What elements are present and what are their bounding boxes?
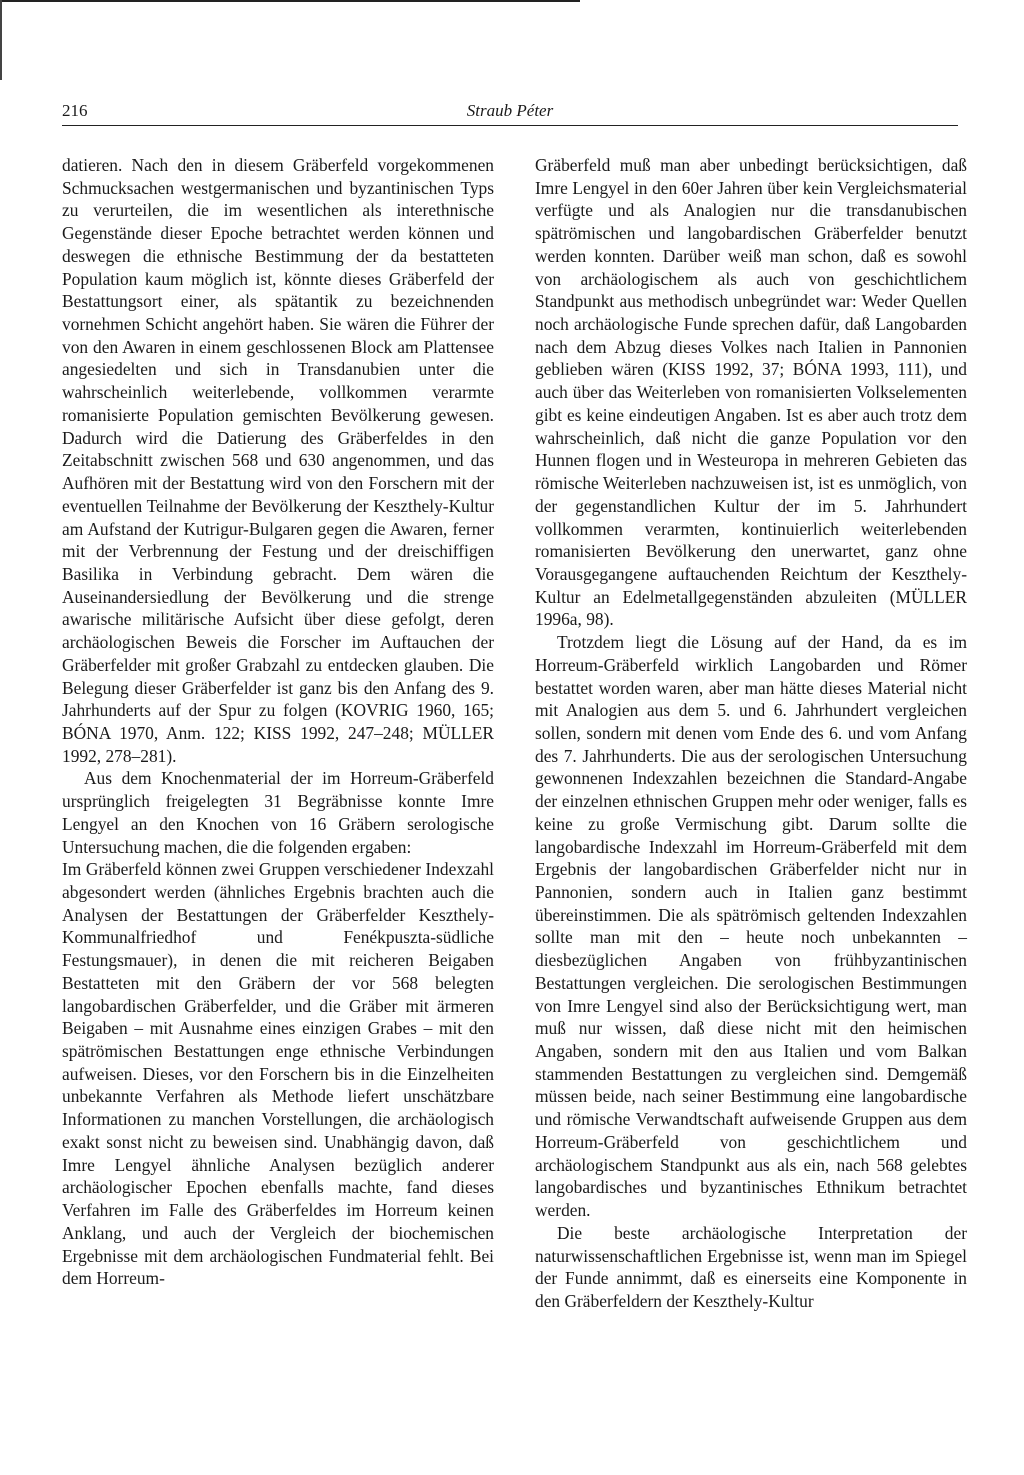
right-column	[535, 154, 967, 1313]
scan-edge-top	[0, 0, 580, 2]
paragraph: Aus dem Knochenmaterial der im Horreum-Gräberfeld ursprünglich freigelegten 31 Begräbnisse konnte Imre Lengyel an den Knochen von 16 Gräbern serologische Untersuchung machen, die die folgenden ergaben:	[62, 768, 494, 857]
running-head-author: Straub Péter	[466, 101, 554, 120]
running-head	[62, 100, 958, 122]
paragraph: Trotzdem liegt die Lösung auf der Hand, da es im Horreum-Gräberfeld wirklich Langobarden und Römer bestattet worden waren, aber man hätte dieses Material nicht mit Analogien aus dem 5. und 6. Jahrhundert vergleichen sollen, sondern mit denen vom Ende des 6. und vom Anfang des 7. Jahrhunderts. Die aus der serologischen Untersuchung gewonnenen Indexzahlen bezeichnen die Standard-Angabe der einzelnen ethnischen Gruppen mehr oder weniger, falls es keine zu große Vermischung gibt. Darum sollte die langobardische Indexzahl im Horreum-Gräberfeld mit dem Ergebnis der langobardischen Gräberfelder nicht nur in Pannonien, sondern auch in Italien ganz bestimmt übereinstimmen. Die als spätrömisch geltenden Indexzahlen sollte man mit den – heute noch unbekannten – diesbezüglichen Angaben von frühbyzantinischen Bestattungen vergleichen. Die serologischen Bestimmungen von Imre Lengyel sind also der Berücksichtigung wert, man muß nur wissen, daß diese nicht mit den heimischen Angaben, sondern mit den aus Italien und vom Balkan stammenden Bestattungen zu vergleichen sind. Demgemäß müssen beide, nach seiner Bestimmung eine langobardische und römische Verwandtschaft aufweisende Gruppen aus dem Horreum-Gräberfeld von geschichtlichem und archäologischem Standpunkt aus als ein, nach 568 gelebtes langobardisches und byzantinisches Ethnikum betrachtet werden.	[535, 632, 967, 1221]
paragraph: Gräberfeld muß man aber unbedingt berücksichtigen, daß Imre Lengyel in den 60er Jahren über kein Vergleichsmaterial verfügte und als Analogien nur die transdanubischen spätrömischen und langobardischen Gräberfelder benutzt werden konnten. Darüber weiß man schon, daß es sowohl von archäologischem als auch von geschichtlichem Standpunkt aus methodisch unbegründet war: Weder Quellen noch archäologische Funde sprechen dafür, daß Langobarden nach dem Abzug dieses Volkes nach Italien in Pannonien geblieben wären (KISS 1992, 37; BÓNA 1993, 111), und auch über das Weiterleben von romanisierten Volkselementen gibt es keine eindeutigen Angaben. Ist es aber auch trotz dem wahrscheinlich, daß nicht die ganze Population vor den Hunnen flogen und in Westeuropa in mehreren Gebieten das römische Weiterleben nachzuweisen ist, ist es unmöglich, von der gegenstandlichen Kultur der im 5. Jahrhundert vollkommen verarmten, kontinuierlich weiterlebenden romanisierten Bevölkerung den unerwartet, ganz ohne Vorausgegangene auftauchenden Reichtum der Keszthely-Kultur an Edelmetallgegenständen abzuleiten (MÜLLER 1996a, 98).	[535, 155, 967, 630]
page-number: 216	[62, 101, 88, 120]
scan-edge-left	[0, 0, 2, 80]
paragraph: Im Gräberfeld können zwei Gruppen verschiedener Indexzahl abgesondert werden (ähnliches Ergebnis brachten auch die Analysen der Bestattungen der Gräberfelder Keszthely-Kommunalfriedhof und Fenékpuszta-südliche Festungsmauer), in denen die mit reicheren Beigaben Bestatteten mit den Gräbern der vor 568 belegten langobardischen Gräberfelder, und die Gräber mit ärmeren Beigaben – mit Ausnahme eines einzigen Grabes – mit den spätrömischen Bestattungen enge ethnische Verbindungen aufweisen. Dieses, vor den Forschern bis in die Einzelheiten unbekannte Verfahren als Methode liefert unschätzbare Informationen zu manchen Vorstellungen, die archäologisch exakt sonst nicht zu beweisen sind. Unabhängig davon, daß Imre Lengyel ähnliche Analysen bezüglich anderer archäologischer Epochen ebenfalls machte, fand dieses Verfahren im Falle des Gräberfeldes im Horreum keinen Anklang, und auch der Vergleich der biochemischen Ergebnisse mit dem archäologischen Fundmaterial fehlt. Bei dem Horreum-	[62, 859, 494, 1289]
paragraph: datieren. Nach den in diesem Gräberfeld vorgekommenen Schmucksachen westgermanischen und byzantinischen Typs zu verurteilen, die im wesentlichen als interethnische Gegenstände dieser Epoche betrachtet werden können und deswegen die ethnische Bestimmung der da bestatteten Population kaum möglich ist, könnte dieses Gräberfeld der Bestattungsort einer, als spätantik zu bezeichnenden vornehmen Schicht angehört haben. Sie wären die Führer der von den Awaren in einem geschlossenen Block am Plattensee angesiedelten und sich in Transdanubien unter die wahrscheinlich weiterlebende, vollkommen verarmte romanisierte Population gemischten Bevölkerung gewesen. Dadurch wird die Datierung des Gräberfeldes in den Zeitabschnitt zwischen 568 und 630 angenommen, und das Aufhören mit der Bestattung wird von den Forschern mit der eventuellen Teilnahme der Bevölkerung der Keszthely-Kultur am Aufstand der Kutrigur-Bulgaren gegen die Awaren, ferner mit der Verbrennung der Festung und der dreischiffigen Basilika in Verbindung gebracht. Dem wären die Auseinandersiedlung der Bevölkerung und die strenge awarische militärische Aufsicht über diese gefolgt, deren archäologischen Beweis die Forscher im Auftauchen der Gräberfelder mit großer Grabzahl zu entdecken glauben. Die Belegung dieser Gräberfelder ist ganz bis den Anfang des 9. Jahrhunderts auf der Spur zu folgen (KOVRIG 1960, 165; BÓNA 1970, Anm. 122; KISS 1992, 247–248; MÜLLER 1992, 278–281).	[62, 155, 494, 766]
paragraph: Die beste archäologische Interpretation der naturwissenschaftlichen Ergebnisse ist, wenn man im Spiegel der Funde annimmt, daß es einerseits eine Komponente in den Gräberfeldern der Keszthely-Kultur	[535, 1222, 967, 1311]
left-column	[62, 154, 494, 1290]
header-rule	[62, 125, 958, 126]
